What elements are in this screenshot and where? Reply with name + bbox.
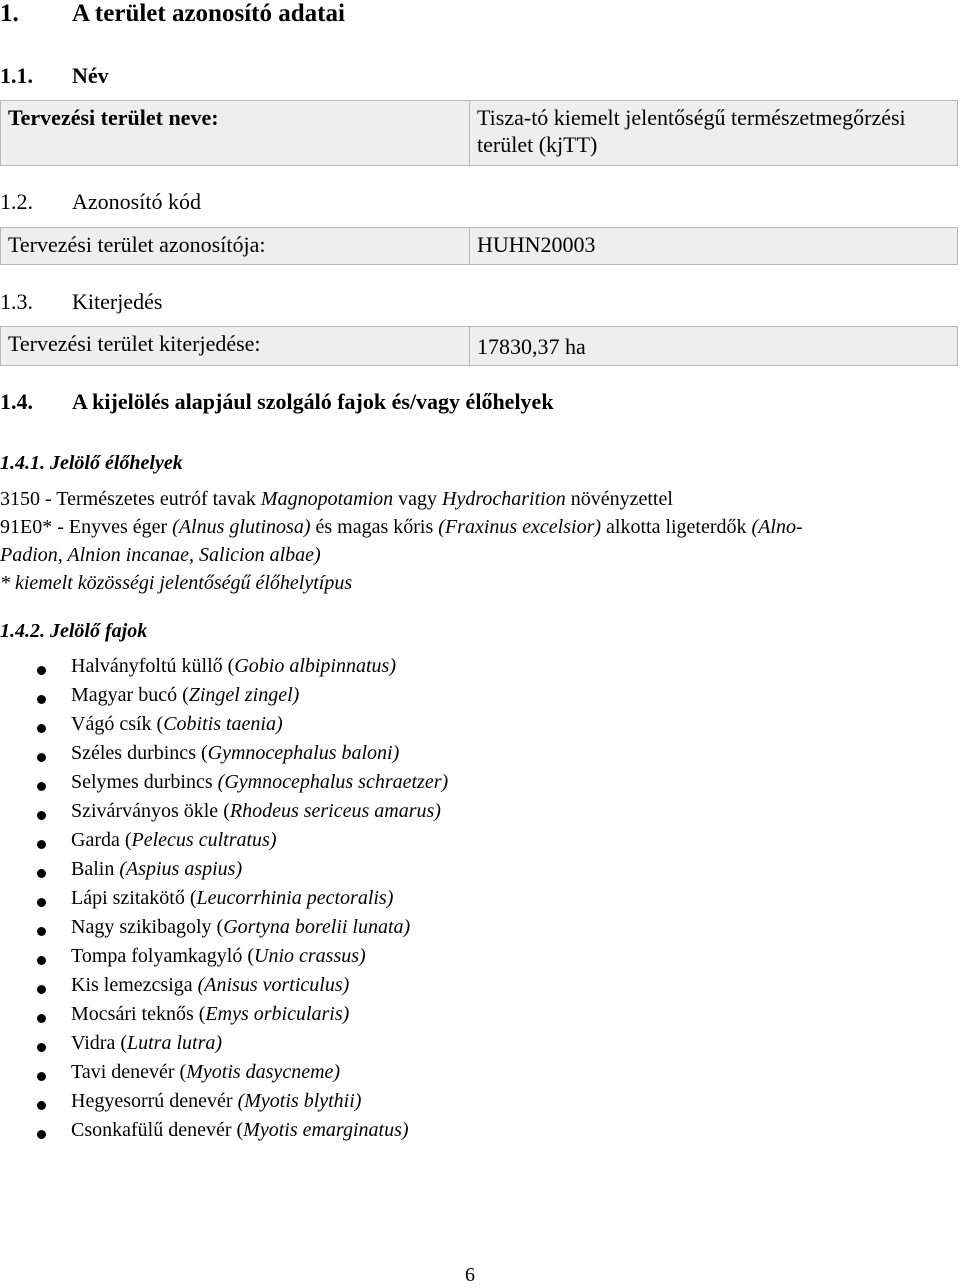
species-latin-name: (Myotis blythii) xyxy=(237,1090,362,1112)
habitat-3150-latin-2: Hydrocharition xyxy=(442,488,566,510)
species-text xyxy=(71,800,441,823)
species-common-name: Lápi szitakötő ( xyxy=(71,887,197,909)
section-1-1-title: Név xyxy=(72,63,109,88)
species-latin-name: Zingel zingel) xyxy=(188,684,300,706)
bullet-icon xyxy=(37,956,46,965)
section-1-heading xyxy=(0,0,345,28)
species-latin-name: Cobitis taenia) xyxy=(163,713,283,735)
species-latin-name: Lutra lutra) xyxy=(127,1032,223,1054)
species-text xyxy=(71,713,283,736)
area-name-value-line2: terület (kjTT) xyxy=(477,132,598,157)
species-text xyxy=(71,1061,340,1084)
bullet-icon xyxy=(37,1072,46,1081)
species-latin-name: (Gymnocephalus schraetzer) xyxy=(217,771,449,793)
area-extent-value: 17830,37 ha xyxy=(477,334,586,359)
species-text xyxy=(71,829,277,852)
area-extent-label-cell xyxy=(0,326,470,366)
habitat-3150-latin-1: Magnopotamion xyxy=(260,488,394,510)
species-common-name: Szivárványos ökle ( xyxy=(71,800,230,822)
species-latin-name: (Anisus vorticulus) xyxy=(197,974,350,996)
species-common-name: Tompa folyamkagyló ( xyxy=(71,945,254,967)
species-common-name: Selymes durbincs xyxy=(71,771,218,793)
species-text xyxy=(71,1119,409,1142)
habitat-91e0-text-2: és magas kőris xyxy=(310,516,439,538)
species-common-name: Tavi denevér ( xyxy=(71,1061,187,1083)
bullet-icon xyxy=(37,1043,46,1052)
area-name-value-line1: Tisza-tó kiemelt jelentőségű természetmegőrzési xyxy=(477,105,906,130)
species-common-name: Kis lemezcsiga xyxy=(71,974,198,996)
species-text xyxy=(71,684,299,707)
species-text xyxy=(71,974,349,997)
species-latin-name: Gobio albipinnatus) xyxy=(234,655,396,677)
area-id-label: Tervezési terület azonosítója: xyxy=(8,232,266,257)
species-common-name: Halványfoltú küllő ( xyxy=(71,655,235,677)
species-latin-name: Pelecus cultratus) xyxy=(131,829,277,851)
species-latin-name: Gymnocephalus baloni) xyxy=(207,742,400,764)
bullet-icon xyxy=(37,1101,46,1110)
bullet-icon xyxy=(37,869,46,878)
habitat-91e0-continuation: Padion, Alnion incanae, Salicion albae) xyxy=(0,544,321,566)
species-heading: 1.4.2. Jelölő fajok xyxy=(0,620,148,642)
species-latin-name: Unio crassus) xyxy=(254,945,366,967)
bullet-icon xyxy=(37,695,46,704)
area-name-value-cell xyxy=(469,100,958,166)
species-text xyxy=(71,945,366,968)
bullet-icon xyxy=(37,1130,46,1139)
bullet-icon xyxy=(37,811,46,820)
species-common-name: Vágó csík ( xyxy=(71,713,164,735)
section-1-number: 1. xyxy=(0,0,19,27)
area-extent-label: Tervezési terület kiterjedése: xyxy=(8,331,261,356)
bullet-icon xyxy=(37,898,46,907)
habitat-91e0-text: 91E0* - Enyves éger xyxy=(0,516,173,538)
species-common-name: Magyar bucó ( xyxy=(71,684,189,706)
habitat-91e0 xyxy=(0,516,803,539)
section-1-3-heading xyxy=(0,289,162,315)
area-name-label: Tervezési terület neve: xyxy=(8,105,219,130)
species-common-name: Csonkafülű denevér ( xyxy=(71,1119,244,1141)
species-text xyxy=(71,742,399,765)
species-latin-name: Leucorrhinia pectoralis) xyxy=(196,887,394,909)
species-text xyxy=(71,916,410,939)
habitat-3150-text-3: növényzettel xyxy=(565,488,673,510)
habitat-3150 xyxy=(0,488,673,511)
species-text xyxy=(71,1090,361,1113)
bullet-icon xyxy=(37,753,46,762)
species-common-name: Széles durbincs ( xyxy=(71,742,208,764)
species-common-name: Mocsári teknős ( xyxy=(71,1003,206,1025)
species-common-name: Hegyesorrú denevér xyxy=(71,1090,238,1112)
area-id-value: HUHN20003 xyxy=(477,232,596,257)
section-1-2-heading xyxy=(0,189,201,215)
bullet-icon xyxy=(37,666,46,675)
section-1-4-heading xyxy=(0,389,554,415)
area-id-label-cell xyxy=(0,227,470,265)
species-latin-name: Myotis dasycneme) xyxy=(186,1061,341,1083)
priority-habitat-note: * kiemelt közösségi jelentőségű élőhelytípus xyxy=(0,572,353,594)
species-text xyxy=(71,858,242,881)
species-common-name: Vidra ( xyxy=(71,1032,127,1054)
area-extent-value-cell xyxy=(469,326,958,366)
species-text xyxy=(71,887,393,910)
bullet-icon xyxy=(37,724,46,733)
species-text xyxy=(71,1003,349,1026)
species-common-name: Balin xyxy=(71,858,120,880)
section-1-3-number: 1.3. xyxy=(0,289,33,314)
area-id-value-cell xyxy=(469,227,958,265)
section-1-title: A terület azonosító adatai xyxy=(72,0,345,27)
section-1-4-number: 1.4. xyxy=(0,389,33,414)
habitat-91e0-latin-3: (Alno- xyxy=(751,516,803,538)
species-common-name: Nagy szikibagoly ( xyxy=(71,916,224,938)
bullet-icon xyxy=(37,782,46,791)
habitats-heading: 1.4.1. Jelölő élőhelyek xyxy=(0,452,183,474)
bullet-icon xyxy=(37,927,46,936)
section-1-1-heading xyxy=(0,63,109,89)
habitat-91e0-latin-2: (Fraxinus excelsior) xyxy=(438,516,602,538)
section-1-2-title: Azonosító kód xyxy=(72,189,201,214)
species-latin-name: Rhodeus sericeus amarus) xyxy=(229,800,441,822)
bullet-icon xyxy=(37,1014,46,1023)
bullet-icon xyxy=(37,985,46,994)
habitat-3150-text: 3150 - Természetes eutróf tavak xyxy=(0,488,261,510)
section-1-4-title: A kijelölés alapjául szolgáló fajok és/vagy élőhelyek xyxy=(72,389,554,414)
section-1-3-title: Kiterjedés xyxy=(72,289,163,314)
section-1-1-number: 1.1. xyxy=(0,63,33,88)
species-latin-name: Myotis emarginatus) xyxy=(243,1119,409,1141)
page-number: 6 xyxy=(465,1264,475,1286)
species-latin-name: Gortyna borelii lunata) xyxy=(223,916,411,938)
species-text xyxy=(71,771,448,794)
species-text xyxy=(71,1032,222,1055)
species-latin-name: Emys orbicularis) xyxy=(205,1003,350,1025)
habitat-3150-text-2: vagy xyxy=(393,488,443,510)
section-1-2-number: 1.2. xyxy=(0,189,33,214)
habitat-91e0-latin-1: (Alnus glutinosa) xyxy=(172,516,311,538)
species-latin-name: (Aspius aspius) xyxy=(119,858,243,880)
species-text xyxy=(71,655,396,678)
species-common-name: Garda ( xyxy=(71,829,132,851)
bullet-icon xyxy=(37,840,46,849)
area-name-label-cell xyxy=(0,100,470,166)
habitat-91e0-text-3: alkotta ligeterdők xyxy=(601,516,752,538)
